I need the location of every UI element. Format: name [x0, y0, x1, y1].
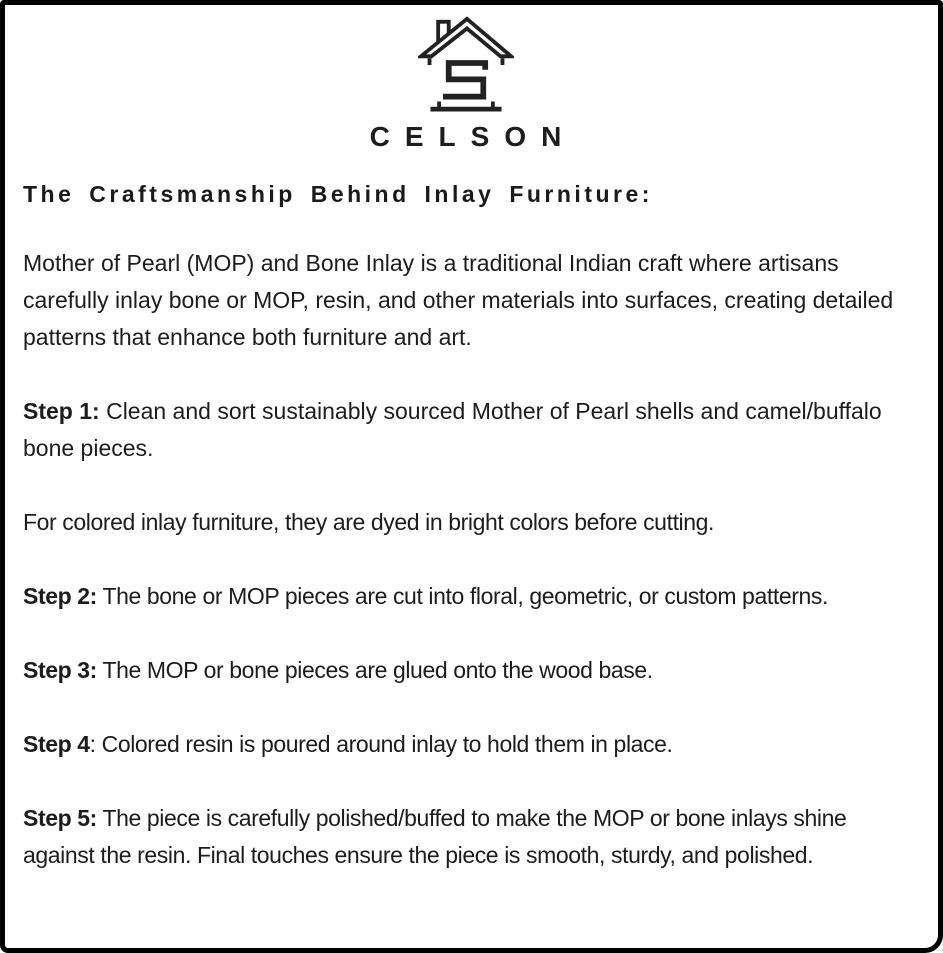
step-4-paragraph	[23, 726, 908, 763]
step-2-paragraph	[23, 578, 908, 615]
step-5-label: Step 5:	[23, 805, 97, 831]
step-1-text: Clean and sort sustainably sourced Mother of Pearl shells and camel/buffalo bone pieces.	[23, 398, 882, 461]
step-3-paragraph	[23, 652, 908, 689]
logo-wrap	[23, 12, 908, 116]
step-4-text: : Colored resin is poured around inlay to hold them in place.	[89, 731, 673, 757]
step-2-label: Step 2:	[23, 583, 97, 609]
step-4-label: Step 4	[23, 731, 90, 757]
step-2-text: The bone or MOP pieces are cut into floral, geometric, or custom patterns.	[96, 583, 828, 609]
step-3-text: The MOP or bone pieces are glued onto the wood base.	[96, 657, 653, 683]
step-3-label: Step 3:	[23, 657, 97, 683]
step-5-paragraph	[23, 800, 908, 874]
brand-name: CELSON	[369, 121, 577, 152]
intro-paragraph	[23, 245, 908, 356]
dye-note-paragraph	[23, 504, 908, 541]
step-1-label: Step 1:	[23, 398, 100, 424]
step-1-paragraph	[23, 393, 908, 467]
step-5-text: The piece is carefully polished/buffed to make the MOP or bone inlays shine against the resin. Final touches ensure the piece is smooth, sturdy, and polished.	[23, 805, 847, 868]
intro-text: Mother of Pearl (MOP) and Bone Inlay is a traditional Indian craft where artisans carefully inlay bone or MOP, resin, and other materials into surfaces, creating detailed patterns that enhance both furniture and art.	[23, 250, 894, 350]
house-logo-icon	[418, 12, 514, 116]
dye-note-text: For colored inlay furniture, they are dyed in bright colors before cutting.	[23, 509, 715, 535]
page-title: The Craftsmanship Behind Inlay Furniture:	[23, 181, 653, 207]
